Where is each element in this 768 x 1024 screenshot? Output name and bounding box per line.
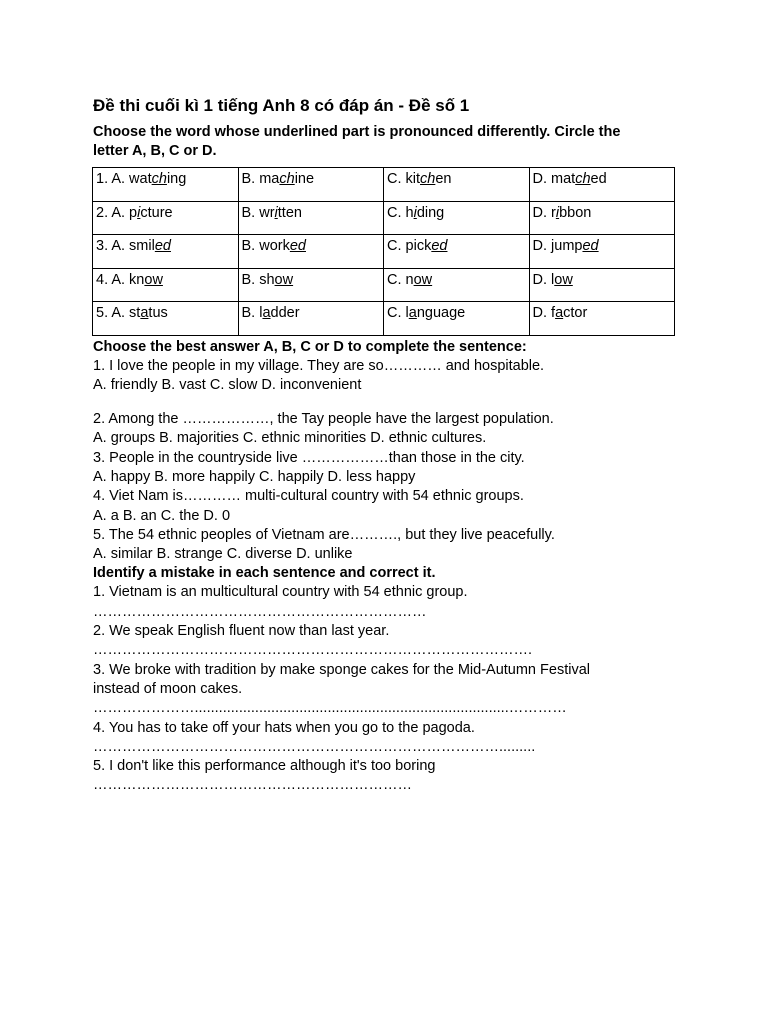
- table-cell: [238, 268, 384, 302]
- table-row: [93, 168, 675, 202]
- table-cell: [93, 201, 239, 235]
- answer-blank-3: …………………..............................................................................…………: [93, 700, 567, 717]
- option-text: 5. A. st: [96, 305, 141, 321]
- option-text: B. l: [241, 305, 263, 321]
- underlined-part: ow: [554, 271, 573, 288]
- table-cell: [93, 235, 239, 269]
- option-text: D. l: [532, 271, 555, 288]
- option-text: B. work: [241, 238, 290, 254]
- section1-instruction-line1: Choose the word whose underlined part is pronounced differently. Circle the: [93, 124, 621, 140]
- table-cell: [529, 168, 675, 202]
- underlined-part: ch: [151, 171, 167, 187]
- table-cell: [529, 302, 675, 336]
- option-text: ding: [416, 204, 445, 221]
- table-cell: [238, 235, 384, 269]
- option-text: C. kit: [387, 171, 421, 187]
- option-text: 2. A. p: [96, 204, 138, 221]
- option-text: B. sh: [241, 271, 275, 288]
- question-3: 3. People in the countryside live ………………than those in the city.: [93, 449, 525, 466]
- underlined-part: i: [137, 204, 141, 221]
- table-cell: [238, 201, 384, 235]
- underlined-part: a: [262, 305, 271, 321]
- table-cell: [238, 168, 384, 202]
- underlined-part: ed: [289, 238, 306, 254]
- mistake-sentence-1: 1. Vietnam is an multicultural country with 54 ethnic group.: [93, 584, 468, 601]
- document-title: Đề thi cuối kì 1 tiếng Anh 8 có đáp án - Đề số 1: [93, 96, 470, 115]
- option-text: C. n: [387, 271, 414, 288]
- underlined-part: a: [408, 305, 417, 321]
- option-text: D. jump: [532, 238, 583, 254]
- underlined-part: ow: [144, 271, 163, 288]
- question-4: 4. Viet Nam is………… multi-cultural country with 54 ethnic groups.: [93, 488, 524, 505]
- underlined-part: a: [555, 305, 564, 321]
- table-cell: [384, 168, 530, 202]
- underlined-part: ch: [279, 171, 295, 187]
- question-2: 2. Among the ………………, the Tay people have the largest population.: [93, 411, 554, 428]
- table-cell: [93, 268, 239, 302]
- question-3-options: A. happy B. more happily C. happily D. less happy: [93, 468, 416, 485]
- option-text: 3. A. smil: [96, 238, 155, 254]
- underlined-part: ed: [431, 238, 448, 254]
- underlined-part: ow: [274, 271, 294, 288]
- underlined-part: i: [274, 204, 278, 221]
- option-text: C. pick: [387, 238, 432, 254]
- table-cell: [93, 302, 239, 336]
- table-cell: [93, 168, 239, 202]
- mistake-sentence-4: 4. You has to take off your hats when you go to the pagoda.: [93, 719, 475, 736]
- option-text: ed: [590, 171, 607, 187]
- option-text: dder: [270, 305, 300, 321]
- table-cell: [238, 302, 384, 336]
- table-cell: [384, 302, 530, 336]
- option-text: D. r: [532, 204, 556, 221]
- table-cell: [384, 268, 530, 302]
- option-text: B. wr: [241, 204, 275, 221]
- option-text: en: [435, 171, 452, 187]
- option-text: C. l: [387, 305, 409, 321]
- mistake-sentence-5: 5. I don't like this performance although it's too boring: [93, 758, 436, 775]
- option-text: ine: [294, 171, 315, 187]
- option-text: C. h: [387, 204, 414, 221]
- table-row: [93, 302, 675, 336]
- option-text: D. mat: [532, 171, 576, 187]
- section1-instruction-line2: letter A, B, C or D.: [93, 143, 217, 159]
- underlined-part: ch: [575, 171, 591, 187]
- underlined-part: i: [413, 204, 417, 221]
- option-text: B. ma: [241, 171, 280, 187]
- question-1: 1. I love the people in my village. They are so………… and hospitable.: [93, 357, 545, 374]
- answer-blank-1: ……………………………………………………………: [93, 603, 427, 620]
- option-text: cture: [140, 204, 173, 221]
- option-text: D. f: [532, 305, 556, 321]
- underlined-part: ch: [420, 171, 436, 187]
- underlined-part: i: [555, 204, 560, 221]
- option-text: 1. A. wat: [96, 171, 152, 187]
- answer-blank-5: …………………………………………………………: [93, 777, 412, 794]
- underlined-part: ed: [582, 238, 599, 254]
- underlined-part: a: [140, 305, 149, 321]
- table-cell: [384, 201, 530, 235]
- mistake-sentence-3-line2: instead of moon cakes.: [93, 680, 243, 697]
- table-row: [93, 235, 675, 269]
- table-row: [93, 268, 675, 302]
- option-text: tus: [148, 305, 168, 321]
- answer-blank-4: ………………………………………………………………………….........: [93, 738, 536, 755]
- underlined-part: ow: [413, 271, 433, 288]
- section3-instruction: Identify a mistake in each sentence and correct it.: [93, 565, 436, 582]
- table-cell: [529, 268, 675, 302]
- option-text: nguage: [416, 305, 466, 321]
- table-cell: [529, 201, 675, 235]
- option-text: tten: [277, 204, 302, 221]
- section2-instruction: Choose the best answer A, B, C or D to complete the sentence:: [93, 338, 527, 355]
- question-5-options: A. similar B. strange C. diverse D. unlike: [93, 546, 353, 563]
- option-text: bbon: [559, 204, 592, 221]
- mistake-sentence-3-line1: 3. We broke with tradition by make sponge cakes for the Mid-Autumn Festival: [93, 661, 590, 678]
- underlined-part: ed: [154, 238, 171, 254]
- option-text: ing: [166, 171, 187, 187]
- table-cell: [529, 235, 675, 269]
- question-1-options: A. friendly B. vast C. slow D. inconvenient: [93, 376, 362, 393]
- table-cell: [384, 235, 530, 269]
- answer-blank-2: ……………………………………………………………………………….: [93, 642, 533, 659]
- option-text: 4. A. kn: [96, 271, 145, 288]
- table-row: [93, 201, 675, 235]
- spacer: [93, 395, 676, 410]
- mistake-sentence-2: 2. We speak English fluent now than last year.: [93, 623, 390, 640]
- question-2-options: A. groups B. majorities C. ethnic minorities D. ethnic cultures.: [93, 430, 487, 447]
- pronunciation-table: [92, 167, 675, 336]
- option-text: ctor: [563, 305, 588, 321]
- question-5: 5. The 54 ethnic peoples of Vietnam are………., but they live peacefully.: [93, 526, 555, 543]
- question-4-options: A. a B. an C. the D. 0: [93, 507, 231, 524]
